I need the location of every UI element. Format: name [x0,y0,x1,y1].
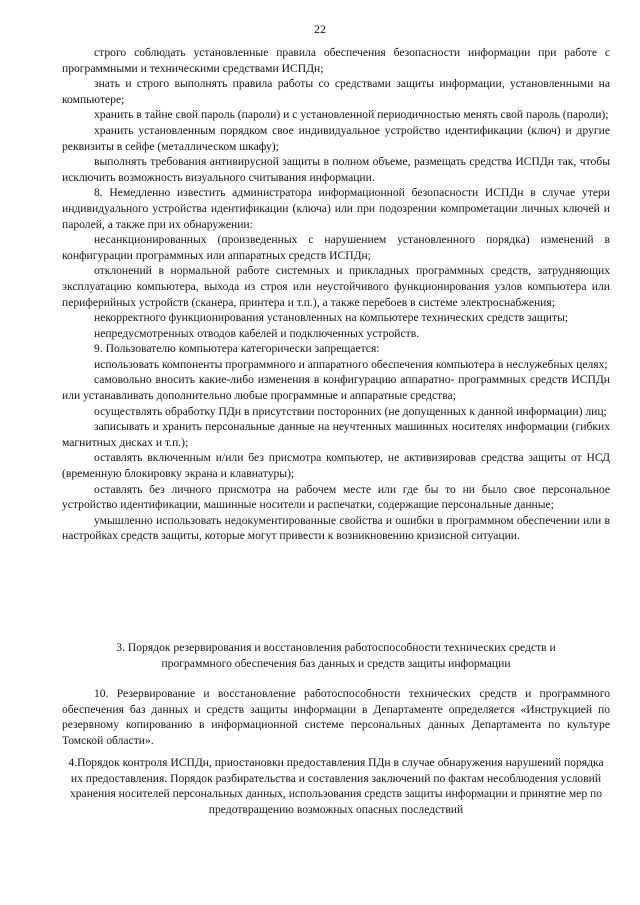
paragraph: осуществлять обработку ПДн в присутствии посторонних (не допущенных к данной информации) лиц; [94,404,607,418]
paragraph: самовольно вносить какие-либо изменения в конфигурацию аппаратно- программных средств ИСПДн или устанавливать дополнительно любые программные и аппаратные средства; [62,373,610,403]
paragraph: хранить установленным порядком свое индивидуальное устройство идентификации (ключ) и другие реквизиты в сейфе (металлическом шкафу); [62,123,610,153]
clause-10: 10. Резервирование и восстановление работоспособности технических средств и программного обеспечения баз данных и средств защиты информации в Департаменте определяется «Инструкцией по резервному копированию в информационной системе персональных данных Департамента по культуре Томской области». [62,687,610,747]
clause-9: 9. Пользователю компьютера категорически запрещается: [94,342,380,356]
section-3-heading: 3. Порядок резервирования и восстановления работоспособности технических средств и программного обеспечения баз данных и средств защиты информации [116,641,556,670]
page-number: 22 [314,22,326,36]
paragraph: хранить в тайне свой пароль (пароли) и с установленной периодичностью менять свой пароль (пароли); [94,108,609,122]
instruction-body [62,45,610,544]
paragraph: отклонений в нормальной работе системных и прикладных программных средств, затрудняющих эксплуатацию компьютера, выхода из строя или неустойчивого функционирования узлов компьютера или периферийных устройств (сканера, принтера и т.п.), а также перебоев в системе электроснабжения; [62,264,610,309]
paragraph: выполнять требования антивирусной защиты в полном объеме, размещать средства ИСПДн так, чтобы исключить возможность визуального считывания информации. [62,155,610,184]
paragraph: несанкционированных (произведенных с нарушением установленного порядка) изменений в конфигурации программных или аппаратных средств ИСПДн; [62,233,610,262]
paragraph: некорректного функционирования установленных на компьютере технических средств защиты; [94,311,569,325]
paragraph: оставлять без личного присмотра на рабочем месте или где бы то ни было свое персональное устройство идентификации, машинные носители и распечатки, содержащие персональные данные; [62,482,610,512]
paragraph: непредусмотренных отводов кабелей и подключенных устройств. [94,326,420,340]
paragraph: строго соблюдать установленные правила обеспечения безопасности информации при работе с программными и техническими средствами ИСПДн; [62,46,610,75]
section-4-heading: 4.Порядок контроля ИСПДн, приостановки предоставления ПДн в случае обнаружения нарушений порядка их предоставления. Порядок разбирательства и составления заключений по фактам несоблюдения условий хранения носителей персональных данных, использования средств защиты информации и принятие мер по предотвращению возможных опасных последствий [68,756,604,816]
paragraph: записывать и хранить персональные данные на неучтенных машинных носителях информации (гибких магнитных дисках и т.п.); [62,420,610,449]
paragraph: знать и строго выполнять правила работы со средствами защиты информации, установленными на компьютере; [62,77,610,106]
paragraph: оставлять включенным и/или без присмотра компьютер, не активизировав средства защиты от НСД (временную блокировку экрана и клавиатуры); [62,451,610,481]
clause-8: 8. Немедленно известить администратора информационной безопасности ИСПДн в случае утери индивидуального устройства идентификации (ключа) или при подозрении компрометации личных ключей и паролей, а также при их обнаружении: [62,186,610,231]
paragraph: использовать компоненты программного и аппаратного обеспечения компьютера в неслужебных целях; [94,357,608,371]
paragraph: умышленно использовать недокументированные свойства и ошибки в программном обеспечении или в настройках средств защиты, которые могут привести к возникновению кризисной ситуации. [62,513,610,543]
